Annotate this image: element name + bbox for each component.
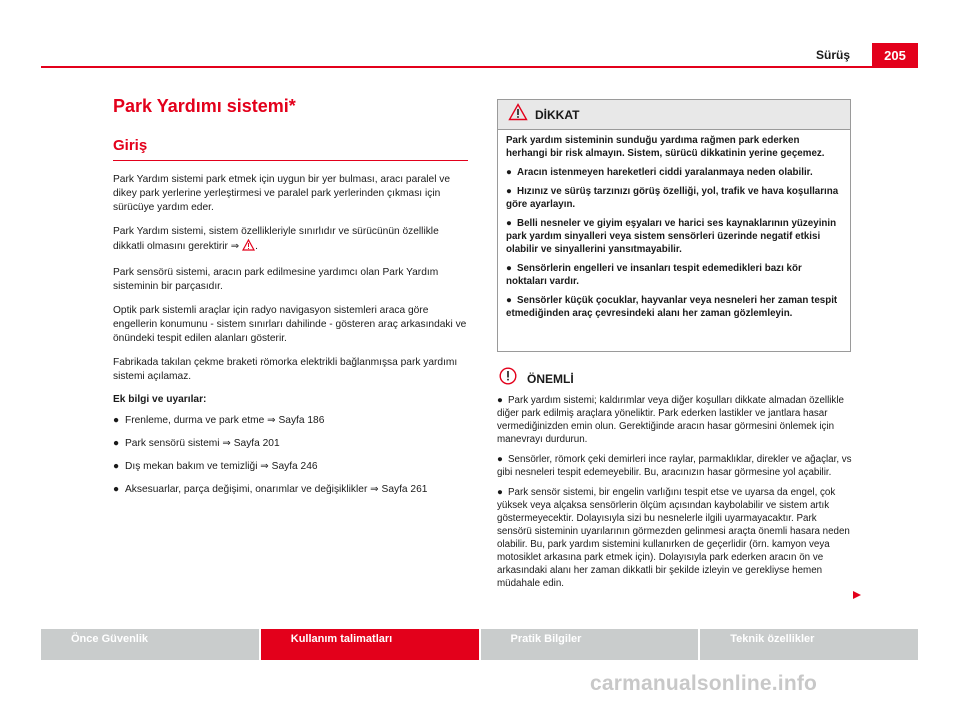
bullet: ● — [113, 438, 120, 449]
note-title: ÖNEMLİ — [527, 371, 574, 386]
continue-arrow-icon[interactable] — [852, 587, 862, 597]
warning-box — [497, 99, 851, 352]
footer-nav — [41, 629, 918, 660]
tab-technical-specs[interactable]: Teknik özellikler — [700, 629, 918, 660]
warning-item: ● Belli nesneler ve giyim eşyaları ve harici ses kaynaklarının yüzeyinin park yardım sinyalleri veya sistem sensörleri üzerinde negatif etkisi olabilir ve sinyallerini yansıtmayabilir. — [506, 218, 837, 255]
paragraph-3: Park sensörü sistemi, aracın park edilmesine yardımcı olan Park Yardım sisteminin bir parçasıdır. — [113, 267, 439, 292]
note-block — [497, 367, 853, 597]
bullet: ● — [113, 461, 120, 472]
paragraph-2-text: Park Yardım sistemi, sistem özellikleriyle sınırlıdır ve sürücünün özellikle dikkatli olmasını gerektirir ⇒ — [113, 226, 439, 252]
section-title: Sürüş — [815, 48, 850, 62]
warning-item: ● Aracın istenmeyen hareketleri ciddi yaralanmaya neden olabilir. — [506, 167, 813, 178]
header-divider — [41, 66, 918, 68]
list-item[interactable]: ● Aksesuarlar, parça değişimi, onarımlar ve değişiklikler ⇒ Sayfa 261 — [113, 484, 428, 495]
page-title: Park Yardımı sistemi* — [113, 96, 296, 116]
exclamation-circle-icon — [499, 367, 517, 390]
paragraph-1: Park Yardım sistemi park etmek için uygun bir yer bulması, aracı paralel ve dikey park yerlerine yerleştirmesi ve paralel park yerlerinden çıkması için sürücüye yardım eder. — [113, 174, 451, 213]
warning-header — [498, 100, 850, 130]
bullet: ● — [113, 484, 120, 495]
warning-item: ● Hızınız ve sürüş tarzınızı görüş özelliği, yol, trafik ve hava koşullarına göre ayarlayın. — [506, 186, 839, 210]
subheading-intro: Giriş — [113, 137, 468, 161]
warning-body — [498, 130, 850, 320]
related-links-list — [113, 414, 468, 497]
paragraph-5: Fabrikada takılan çekme braketi römorka elektrikli bağlanmışsa park yardımı sistemi açılamaz. — [113, 357, 458, 382]
page-number: 205 — [872, 43, 918, 68]
list-item[interactable]: ● Frenleme, durma ve park etme ⇒ Sayfa 186 — [113, 415, 325, 426]
note-item: ● Park sensör sistemi, bir engelin varlığını tespit etse ve uyarsa da engel, çok yüksek veya alçaksa sensörlerin ölçüm açısından kaybolabilir ve sistem artık göstermeyecektir. Dolayısıyla sizi bu nesnelerle ilgili uyarmayacaktır. Park sensörü sisteminin uyarılarının görmezden gelinmesi araçta önemli hasara neden olabilir. Bu, park yardım sistemini kullanırken de geçerlidir (örn. kamyon veya motosiklet arkasına park etmek için). Dolayısıyla park ederken aracın ön ve arkasındaki alanı her zaman dikkatli bir şekilde izleyin ve gerekliyse hemen müdahale edin. — [497, 487, 850, 589]
paragraph-2 — [113, 225, 468, 256]
note-header — [497, 367, 853, 390]
tab-practical-info[interactable]: Pratik Bilgiler — [481, 629, 699, 660]
list-item[interactable]: ● Dış mekan bakım ve temizliği ⇒ Sayfa 246 — [113, 461, 318, 472]
list-item[interactable]: ● Park sensörü sistemi ⇒ Sayfa 201 — [113, 438, 280, 449]
tab-operating-instructions[interactable]: Kullanım talimatları — [261, 629, 479, 660]
warning-ref-icon[interactable] — [242, 239, 255, 256]
watermark: carmanualsonline.info — [590, 672, 818, 695]
warning-item: ● Sensörler küçük çocuklar, hayvanlar veya nesneleri her zaman tespit etmediğinden araç çevresindeki alanı her zaman gözlemleyin. — [506, 295, 838, 319]
tab-safety-first[interactable]: Önce Güvenlik — [41, 629, 259, 660]
warning-title: DİKKAT — [535, 107, 580, 122]
bullet: ● — [113, 415, 120, 426]
paragraph-4: Optik park sistemli araçlar için radyo navigasyon sistemleri araca göre engellerin konumunu - sistem sınırları dahilinde - gösteren araç arkasındaki ve önündeki tespit edilen alanları gösterir. — [113, 305, 467, 344]
warning-item: ● Sensörlerin engelleri ve insanları tespit edemedikleri bazı kör noktaları vardır. — [506, 263, 802, 287]
warning-intro: Park yardım sisteminin sunduğu yardıma rağmen park ederken herhangi bir risk almayın. Sistem, sürücü dikkatinin yerine geçemez. — [506, 135, 825, 159]
left-column — [113, 96, 468, 506]
extra-info-label: Ek bilgi ve uyarılar: — [113, 394, 207, 405]
note-item: ● Sensörler, römork çeki demirleri ince raylar, parmaklıklar, direkler ve ağaçlar, vs gibi nesneleri tespit edemeyebilir. Bu, aracınızın hasar görmesine yol açabilir. — [497, 454, 852, 478]
note-item: ● Park yardım sistemi; kaldırımlar veya diğer koşulları dikkate almadan özellikle diğer park edilmiş araçlara yöneliktir. Park ederken lastikler ve jantlara hasar vermediğinizden emin olun. Gerektiğinde aracın hasar görmesini önlemek için manevrayı durdurun. — [497, 395, 844, 445]
warning-triangle-icon — [508, 103, 528, 126]
paragraph-2-end: . — [255, 241, 258, 252]
